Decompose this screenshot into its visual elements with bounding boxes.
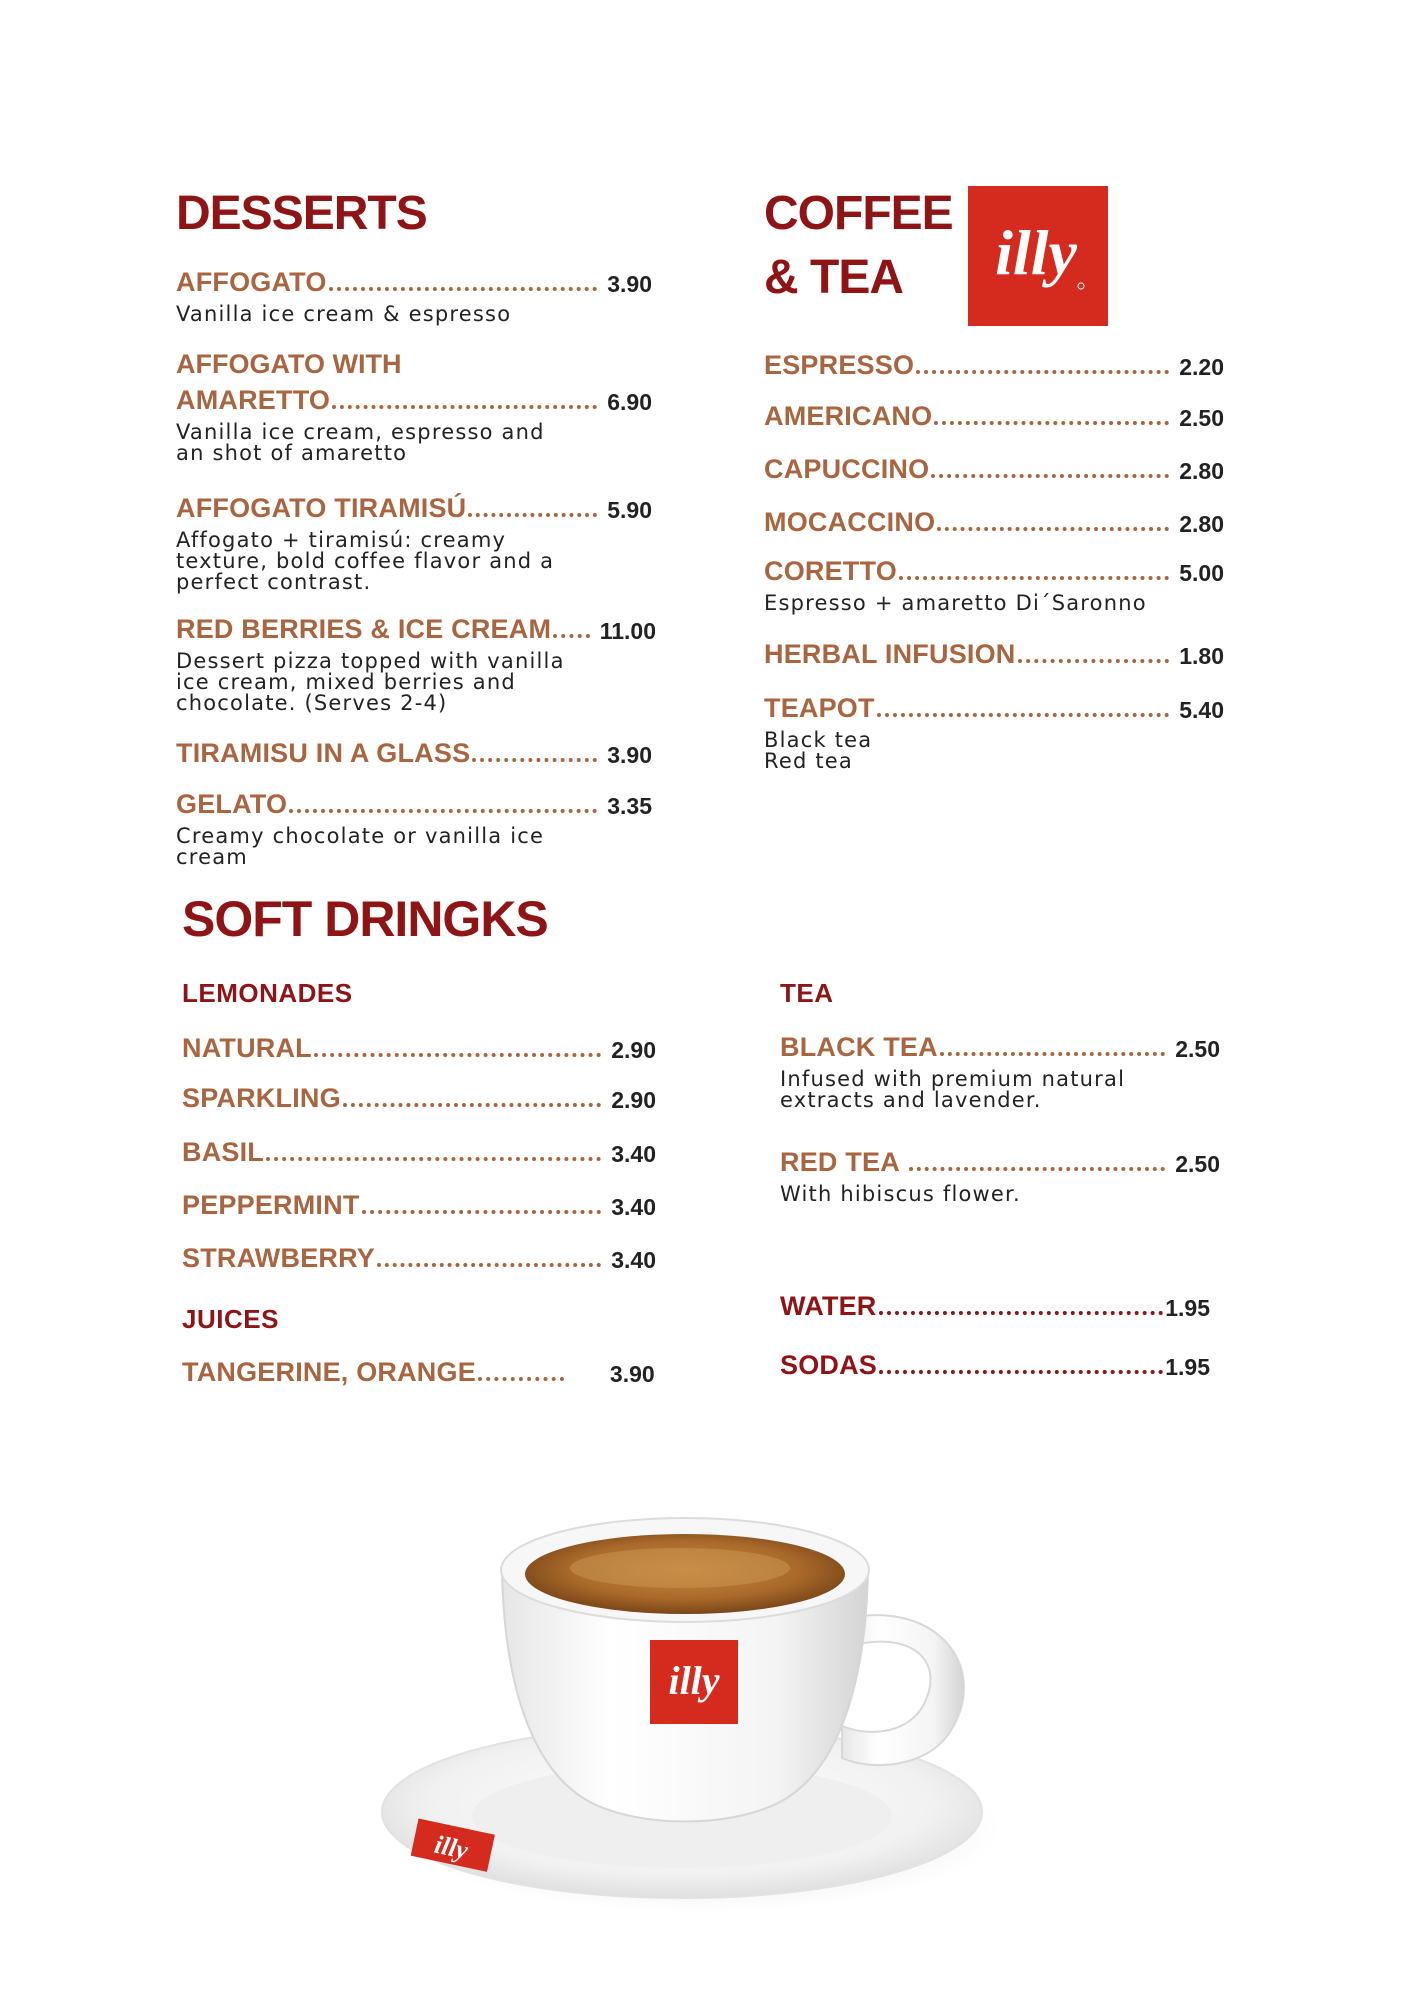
item-name: BASIL (182, 1137, 264, 1167)
item-name: AMARETTO (176, 385, 331, 415)
item-price: 1.95 (1165, 1354, 1210, 1380)
illy-logo-icon (968, 186, 1108, 326)
menu-item (780, 1144, 1220, 1205)
item-price: 1.95 (1165, 1295, 1210, 1321)
item-name: CAPUCCINO (764, 454, 930, 484)
illy-logo (968, 186, 1108, 326)
item-price: 2.90 (611, 1037, 656, 1063)
dot-leader (937, 526, 1169, 531)
menu-item (780, 1288, 1210, 1322)
dot-leader (343, 1102, 601, 1107)
dot-leader (1018, 658, 1170, 663)
menu-item (764, 451, 1224, 485)
coffee-tea-title-line2: & TEA (764, 251, 903, 304)
menu-item (780, 1029, 1220, 1111)
item-name: AFFOGATO (176, 267, 327, 297)
dot-leader (931, 473, 1169, 478)
item-price: 2.50 (1179, 405, 1224, 431)
menu-item (176, 735, 652, 769)
item-price: 3.40 (611, 1247, 656, 1273)
item-description: Vanilla ice cream, espresso and an shot of amaretto (176, 420, 545, 465)
svg-text:illy: illy (668, 1658, 720, 1703)
item-price: 6.90 (607, 389, 652, 415)
menu-item (764, 347, 1224, 381)
item-name: AFFOGATO TIRAMISÚ (176, 493, 467, 523)
menu-item (182, 1354, 656, 1388)
item-description: With hibiscus flower. (780, 1182, 1021, 1206)
coffee-tea-title-line1: COFFEE (764, 187, 953, 240)
dot-leader (879, 1310, 1164, 1315)
menu-item (176, 611, 656, 714)
item-name: SODAS (780, 1350, 878, 1380)
dot-leader (314, 1052, 601, 1057)
item-name: CORETTO (764, 556, 897, 586)
coffee-cup-image (380, 1470, 1020, 1920)
item-name: SPARKLING (182, 1083, 341, 1113)
juices-title: JUICES (182, 1304, 279, 1334)
item-description: Espresso + amaretto Di´Saronno (764, 591, 1147, 615)
menu-item (176, 346, 652, 464)
dot-leader (940, 1051, 1165, 1056)
menu-item (182, 1187, 656, 1221)
item-name: STRAWBERRY (182, 1243, 376, 1273)
item-name: RED BERRIES & ICE CREAM (176, 614, 552, 644)
item-description: Vanilla ice cream & espresso (176, 302, 512, 326)
item-price: 11.00 (599, 618, 656, 644)
menu-item (764, 398, 1224, 432)
menu-item (176, 264, 652, 325)
item-price: 3.40 (611, 1194, 656, 1220)
item-price: 5.00 (1179, 560, 1224, 586)
item-name: BLACK TEA (780, 1032, 938, 1062)
item-price: 5.90 (607, 497, 652, 523)
dot-leader (909, 1166, 1166, 1171)
tea-title: TEA (780, 978, 834, 1008)
item-price: 3.90 (609, 1361, 655, 1387)
coffee-cup-icon (380, 1470, 1020, 1920)
item-name: PEPPERMINT (182, 1190, 360, 1220)
lemonades-title: LEMONADES (182, 978, 353, 1008)
item-name: HERBAL INFUSION (764, 639, 1016, 669)
item-name: TEAPOT (764, 693, 875, 723)
item-price: 3.90 (607, 271, 652, 297)
item-name-line1: AFFOGATO WITH (176, 349, 402, 379)
dot-leader (877, 712, 1170, 717)
dot-leader (879, 1369, 1163, 1374)
item-price: 2.90 (611, 1087, 656, 1113)
menu-item (764, 636, 1224, 670)
dot-leader (362, 1209, 602, 1214)
dot-leader (934, 420, 1169, 425)
item-name: TANGERINE, ORANGE (182, 1357, 476, 1387)
item-price: 2.80 (1179, 511, 1224, 537)
item-price: 2.50 (1175, 1036, 1220, 1062)
dot-leader (916, 369, 1169, 374)
dot-leader (329, 286, 598, 291)
item-name: ESPRESSO (764, 350, 915, 380)
menu-item (764, 504, 1224, 538)
menu-item (182, 1134, 656, 1168)
item-description: Affogato + tiramisú: creamy texture, bold coffee flavor and a perfect contrast. (176, 528, 555, 594)
dot-leader (899, 575, 1169, 580)
menu-item (764, 553, 1224, 614)
menu-item (176, 490, 652, 593)
dot-leader (468, 512, 597, 517)
soft-drinks-title: SOFT DRINGKS (182, 891, 548, 947)
item-name: GELATO (176, 789, 288, 819)
item-price: 3.90 (607, 742, 652, 768)
item-name: NATURAL (182, 1033, 312, 1063)
item-price: 3.40 (611, 1141, 656, 1167)
menu-item (764, 690, 1224, 772)
svg-text:illy: illy (432, 1829, 471, 1866)
svg-text:illy: illy (995, 217, 1077, 288)
item-name: WATER (780, 1291, 877, 1321)
item-price: 2.80 (1179, 458, 1224, 484)
item-name: MOCACCINO (764, 507, 936, 537)
dot-leader (289, 808, 597, 813)
dot-leader (377, 1262, 601, 1267)
dot-leader (478, 1376, 564, 1381)
item-price: 1.80 (1179, 643, 1224, 669)
item-name: AMERICANO (764, 401, 933, 431)
item-description: Dessert pizza topped with vanilla ice cream, mixed berries and chocolate. (Serves 2-4) (176, 649, 565, 715)
item-price: 5.40 (1179, 697, 1224, 723)
dot-leader (553, 633, 590, 638)
menu-item (176, 786, 652, 868)
item-description: Infused with premium natural extracts and lavender. (780, 1067, 1126, 1112)
item-price: 2.20 (1179, 354, 1224, 380)
item-description: Creamy chocolate or vanilla ice cream (176, 824, 545, 869)
item-name: TIRAMISU IN A GLASS (176, 738, 471, 768)
item-price: 3.35 (607, 793, 652, 819)
dot-leader (332, 404, 597, 409)
menu-item (182, 1030, 656, 1064)
item-name: RED TEA (780, 1147, 907, 1177)
dot-leader (472, 757, 597, 762)
desserts-title: DESSERTS (176, 187, 427, 240)
menu-item (182, 1080, 656, 1114)
dot-leader (266, 1156, 601, 1161)
item-description: Black tea Red tea (764, 728, 873, 773)
menu-item (182, 1240, 656, 1274)
menu-item (780, 1347, 1210, 1381)
item-price: 2.50 (1175, 1151, 1220, 1177)
